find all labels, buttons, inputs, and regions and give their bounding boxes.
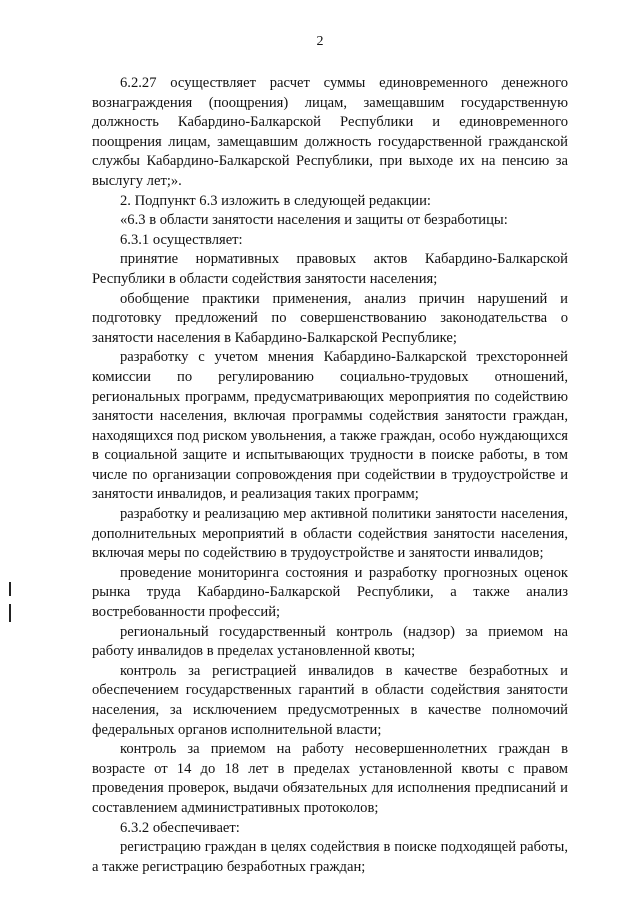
paragraph-item: принятие нормативных правовых актов Кабардино-Балкарской Республики в области содействия занятости населения; — [92, 251, 568, 287]
paragraph-item: проведение мониторинга состояния и разработку прогнозных оценок рынка труда Кабардино-Балкарской Республики, а также анализ востребованности профессий; — [92, 564, 568, 621]
paragraph-6-3-2: 6.3.2 обеспечивает: — [120, 819, 240, 836]
page-number: 2 — [316, 34, 324, 49]
paragraph-item: контроль за регистрацией инвалидов в качестве безработных и обеспечением государственных гарантий в области содействия занятости населения, за исключением предусмотренных в качестве полномочий федеральных органов исполнительной власти; — [92, 662, 568, 738]
margin-binding-mark — [9, 604, 11, 622]
paragraph-item: регистрацию граждан в целях содействия в поиске подходящей работы, а также регистрацию безработных граждан; — [92, 839, 568, 875]
paragraph-item: региональный государственный контроль (надзор) за приемом на работу инвалидов в пределах установленной квоты; — [92, 623, 568, 660]
paragraph-item: контроль за приемом на работу несовершеннолетних граждан в возрасте от 14 до 18 лет в пределах установленной квоты с правом проведения проверок, выдачи обязательных для исполнения предписаний и составлением административных протоколов; — [92, 741, 568, 816]
margin-binding-mark — [9, 582, 11, 596]
paragraph-6-3: «6.3 в области занятости населения и защиты от безработицы: — [120, 212, 508, 229]
document-body — [92, 74, 568, 877]
paragraph-item: разработку с учетом мнения Кабардино-Балкарской трехсторонней комиссии по регулированию социально-трудовых отношений, региональных программ, предусматривающих мероприятия по содействию занятости населения, включая программы содействия занятости граждан, находящихся под риском увольнения, а также граждан, особо нуждающихся в социальной защите и испытывающих трудности в поиске работы, в том числе по организации сопровождения при содействии в трудоустройстве и занятости инвалидов, и реализация таких программ; — [92, 349, 568, 503]
paragraph-item: разработку и реализацию мер активной политики занятости населения, дополнительных мероприятий в области содействия занятости населения, включая меры по содействию в трудоустройстве и занятости инвалидов; — [92, 506, 568, 562]
paragraph-item: обобщение практики применения, анализ причин нарушений и подготовку предложений по совершенствованию законодательства о занятости населения в Кабардино-Балкарской Республике; — [92, 290, 568, 346]
paragraph-amendment-2: 2. Подпункт 6.3 изложить в следующей редакции: — [120, 192, 431, 209]
paragraph-6-2-27: 6.2.27 осуществляет расчет суммы единовременного денежного вознаграждения (поощрения) лицам, замещавшим государственную должность Кабардино-Балкарской Республики и единовременного поощрения лицам, замещавшим должность государственной гражданской службы Кабардино-Балкарской Республики, при выходе их на пенсию за выслугу лет;». — [92, 75, 568, 189]
paragraph-6-3-1: 6.3.1 осуществляет: — [120, 231, 243, 248]
